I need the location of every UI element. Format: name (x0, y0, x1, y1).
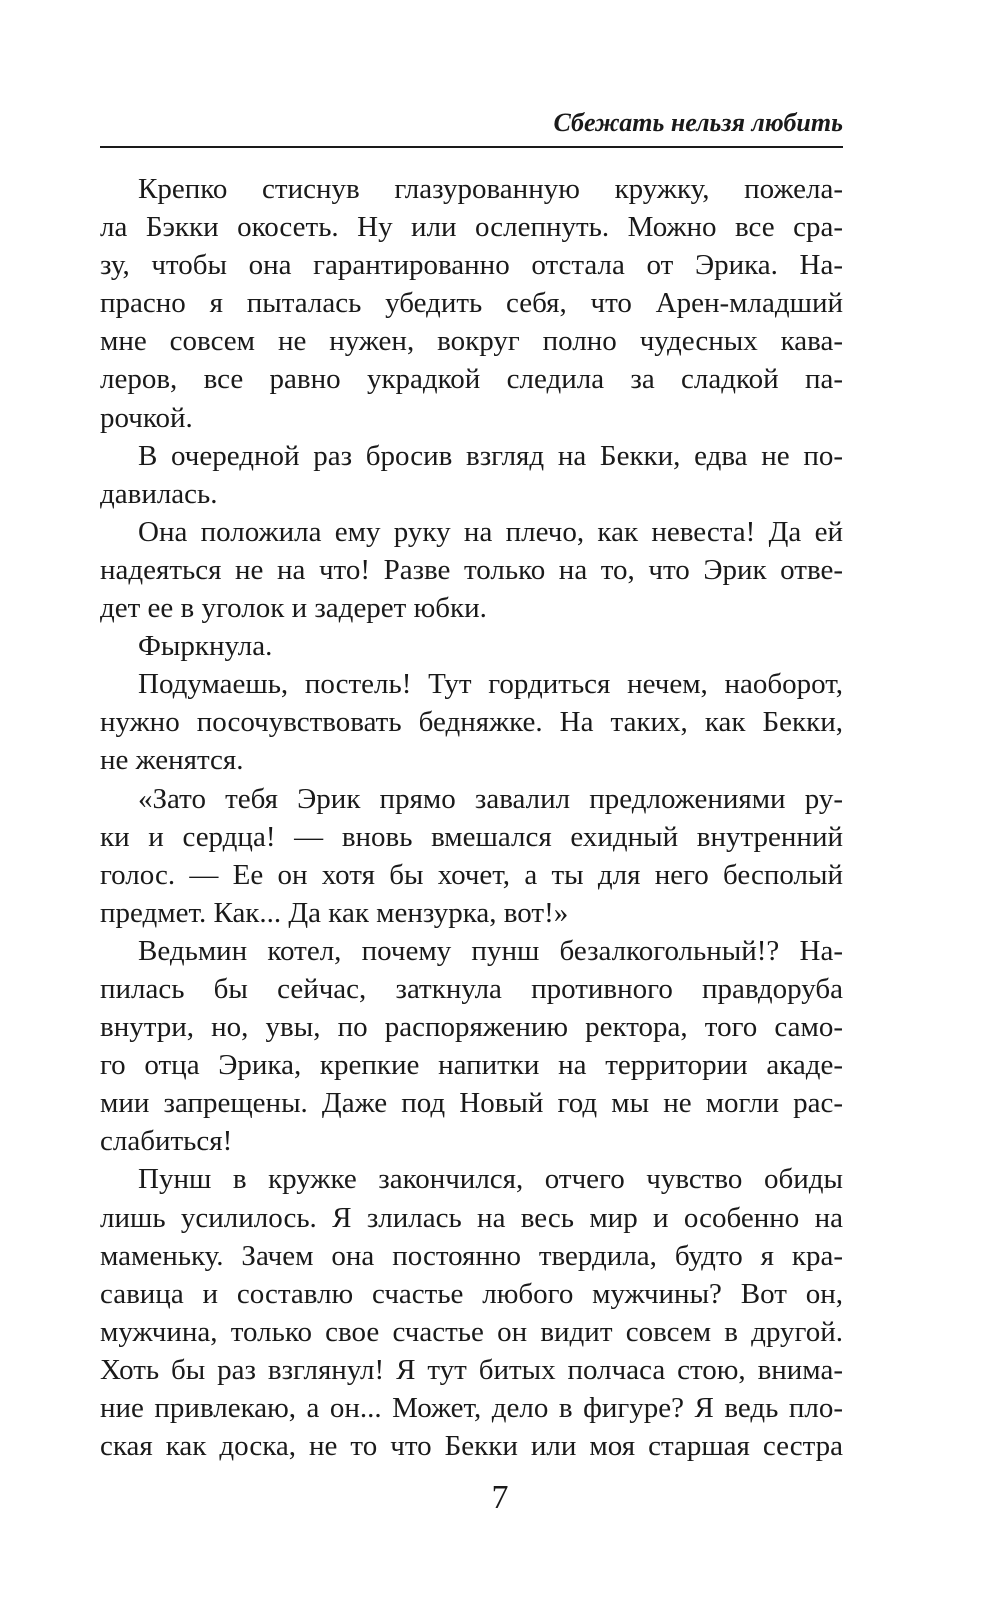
paragraph (100, 780, 843, 932)
text-line: рочкой. (100, 401, 193, 434)
text-line: ки и сердца! — вновь вмешался ехидный внутренний (100, 820, 843, 853)
text-line: пилась бы сейчас, заткнула противного правдоруба (100, 972, 843, 1005)
text-line: давилась. (100, 477, 218, 510)
text-line: лишь усилилось. Я злилась на весь мир и особенно на (100, 1201, 843, 1234)
page-number: 7 (491, 1479, 509, 1516)
text-line: ла Бэкки окосеть. Ну или ослепнуть. Можно все сра- (100, 211, 843, 244)
paragraph (100, 627, 843, 665)
text-line: маменьку. Зачем она постоянно твердила, будто я кра- (100, 1239, 843, 1272)
text-line: мне совсем не нужен, вокруг полно чудесных кава- (100, 325, 843, 358)
text-line: зу, чтобы она гарантированно отстала от Эрика. На- (100, 249, 843, 282)
paragraph (100, 437, 843, 513)
text-line: дет ее в уголок и задерет юбки. (100, 592, 487, 625)
text-line: мии запрещены. Даже под Новый год мы не могли рас- (100, 1087, 843, 1120)
text-line: Пунш в кружке закончился, отчего чувство обиды (138, 1163, 843, 1196)
paragraph (100, 513, 843, 627)
running-head: Сбежать нельзя любить (553, 108, 843, 137)
paragraph (100, 665, 843, 779)
text-line: Хоть бы раз взглянул! Я тут битых полчаса стою, внима- (100, 1353, 843, 1386)
text-line: савица и составлю счастье любого мужчины? Вот он, (100, 1277, 843, 1310)
text-line: Фыркнула. (138, 630, 273, 663)
text-line: Крепко стиснув глазурованную кружку, пожела- (138, 173, 843, 205)
text-line: го отца Эрика, крепкие напитки на территории акаде- (100, 1049, 843, 1082)
text-line: Подумаешь, постель! Тут гордиться нечем, наоборот, (138, 668, 843, 701)
text-line: леров, все равно украдкой следила за сладкой па- (100, 363, 843, 396)
paragraph (100, 932, 843, 1161)
body-text (100, 170, 843, 1465)
text-line: голос. — Ее он хотя бы хочет, а ты для него бесполый (100, 858, 843, 891)
text-line: надеяться не на что! Разве только на то, что Эрик отве- (100, 553, 843, 586)
text-line: не женятся. (100, 744, 244, 777)
text-line: Она положила ему руку на плечо, как невеста! Да ей (138, 515, 843, 548)
text-line: внутри, но, увы, по распоряжению ректора, того само- (100, 1011, 843, 1044)
text-line: предмет. Как... Да как мензурка, вот!» (100, 896, 569, 929)
paragraph (100, 170, 843, 437)
paragraph (100, 1160, 843, 1465)
header-rule (100, 146, 843, 148)
text-line: В очередной раз бросив взгляд на Бекки, едва не по- (138, 439, 843, 472)
text-line: ская как доска, не то что Бекки или моя старшая сестра (100, 1430, 843, 1463)
text-line: ние привлекаю, а он... Может, дело в фигуре? Я ведь пло- (100, 1392, 843, 1424)
text-line: мужчина, только свое счастье он видит совсем в другой. (100, 1315, 843, 1348)
text-line: «Зато тебя Эрик прямо завалил предложениями ру- (138, 782, 843, 815)
text-line: прасно я пыталась убедить себя, что Арен-младший (100, 287, 843, 320)
text-line: нужно посочувствовать бедняжке. На таких, как Бекки, (100, 706, 843, 739)
text-line: Ведьмин котел, почему пунш безалкогольный!? На- (138, 934, 843, 967)
text-line: слабиться! (100, 1125, 233, 1158)
